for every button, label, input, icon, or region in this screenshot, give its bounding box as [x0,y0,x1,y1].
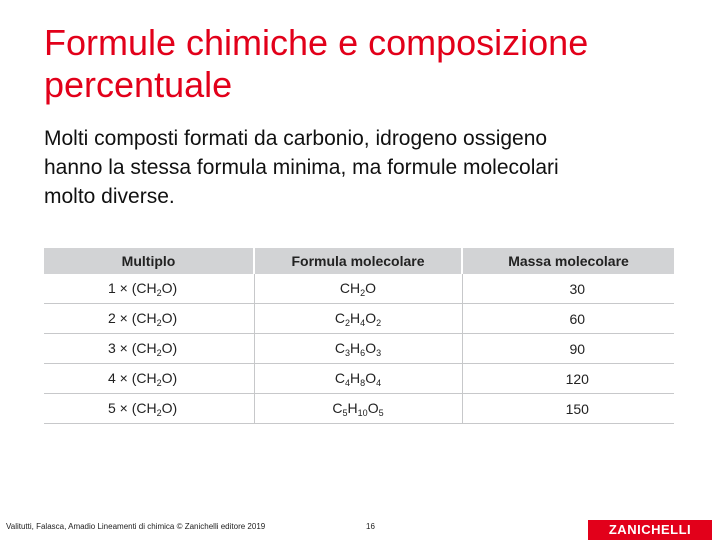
cell-multiplo [44,304,254,334]
subscript: 2 [156,287,162,298]
formula-part: O [365,339,377,356]
formula-part: O) [161,309,178,326]
slide-title-line2: percentuale [44,64,233,105]
body-line-3: molto diverse. [44,185,175,208]
cell-formula-molecolare [254,364,462,394]
formula-part: O) [161,369,178,386]
formula-part: 2 × (CH [108,309,157,326]
cell-formula-molecolare [254,394,462,424]
formula-part: C [334,309,346,326]
cell-formula-molecolare [254,304,462,334]
table-header-row [44,248,674,274]
cell-massa-molecolare: 90 [462,334,674,364]
subscript: 2 [360,287,366,298]
subscript: 2 [156,407,162,418]
formula-part: O [365,309,377,326]
table-row [44,274,674,304]
subscript: 5 [342,407,348,418]
subscript: 3 [376,347,382,358]
subscript: 4 [345,377,351,388]
formula-part: 5 × (CH [108,399,157,416]
formula-part: C [334,339,346,356]
formula-part: C [334,369,346,386]
subscript: 4 [376,377,382,388]
header-multiplo: Multiplo [44,248,254,274]
table-row [44,364,674,394]
subscript: 10 [357,407,368,418]
subscript: 6 [360,347,366,358]
table-row [44,334,674,364]
slide-title-line1: Formule chimiche e composizione [44,22,589,63]
cell-massa-molecolare: 150 [462,394,674,424]
header-formula-molecolare: Formula molecolare [254,248,462,274]
table-row [44,304,674,334]
formula-part: CH [339,279,361,296]
formula-part: H [350,309,361,326]
subscript: 2 [345,317,351,328]
table-row [44,394,674,424]
formula-part: 3 × (CH [108,339,157,356]
subscript: 2 [156,347,162,358]
formula-part: H [347,399,358,416]
formula-part: O [365,369,377,386]
cell-multiplo [44,274,254,304]
cell-multiplo [44,394,254,424]
subscript: 5 [378,407,384,418]
formula-part: 4 × (CH [108,369,157,386]
cell-massa-molecolare: 60 [462,304,674,334]
formula-part: C [332,399,343,416]
formula-part: O) [161,339,178,356]
publisher-logo: ZANICHELLI [588,520,712,540]
cell-multiplo [44,364,254,394]
cell-formula-molecolare [254,274,462,304]
formula-part: H [350,369,361,386]
formula-part: O [367,399,379,416]
cell-massa-molecolare: 120 [462,364,674,394]
formula-table-container [44,248,674,424]
subscript: 2 [156,377,162,388]
page-number: 16 [366,522,375,531]
subscript: 2 [156,317,162,328]
subscript: 4 [360,317,366,328]
slide-body-text [44,124,684,211]
header-massa-molecolare: Massa molecolare [462,248,674,274]
body-line-2: hanno la stessa formula minima, ma formule molecolari [44,156,559,179]
formula-part: O) [161,399,178,416]
cell-formula-molecolare [254,334,462,364]
subscript: 8 [360,377,366,388]
subscript: 2 [376,317,382,328]
cell-massa-molecolare: 30 [462,274,674,304]
footer-credit: Valitutti, Falasca, Amadio Lineamenti di chimica © Zanichelli editore 2019 [6,522,266,531]
formula-part: O [365,279,377,296]
formula-part: 1 × (CH [108,279,157,296]
formula-table [44,248,674,424]
cell-multiplo [44,334,254,364]
formula-part: O) [161,279,178,296]
formula-part: H [350,339,361,356]
body-line-1: Molti composti formati da carbonio, idrogeno ossigeno [44,127,548,150]
subscript: 3 [345,347,351,358]
slide-title [44,22,684,106]
